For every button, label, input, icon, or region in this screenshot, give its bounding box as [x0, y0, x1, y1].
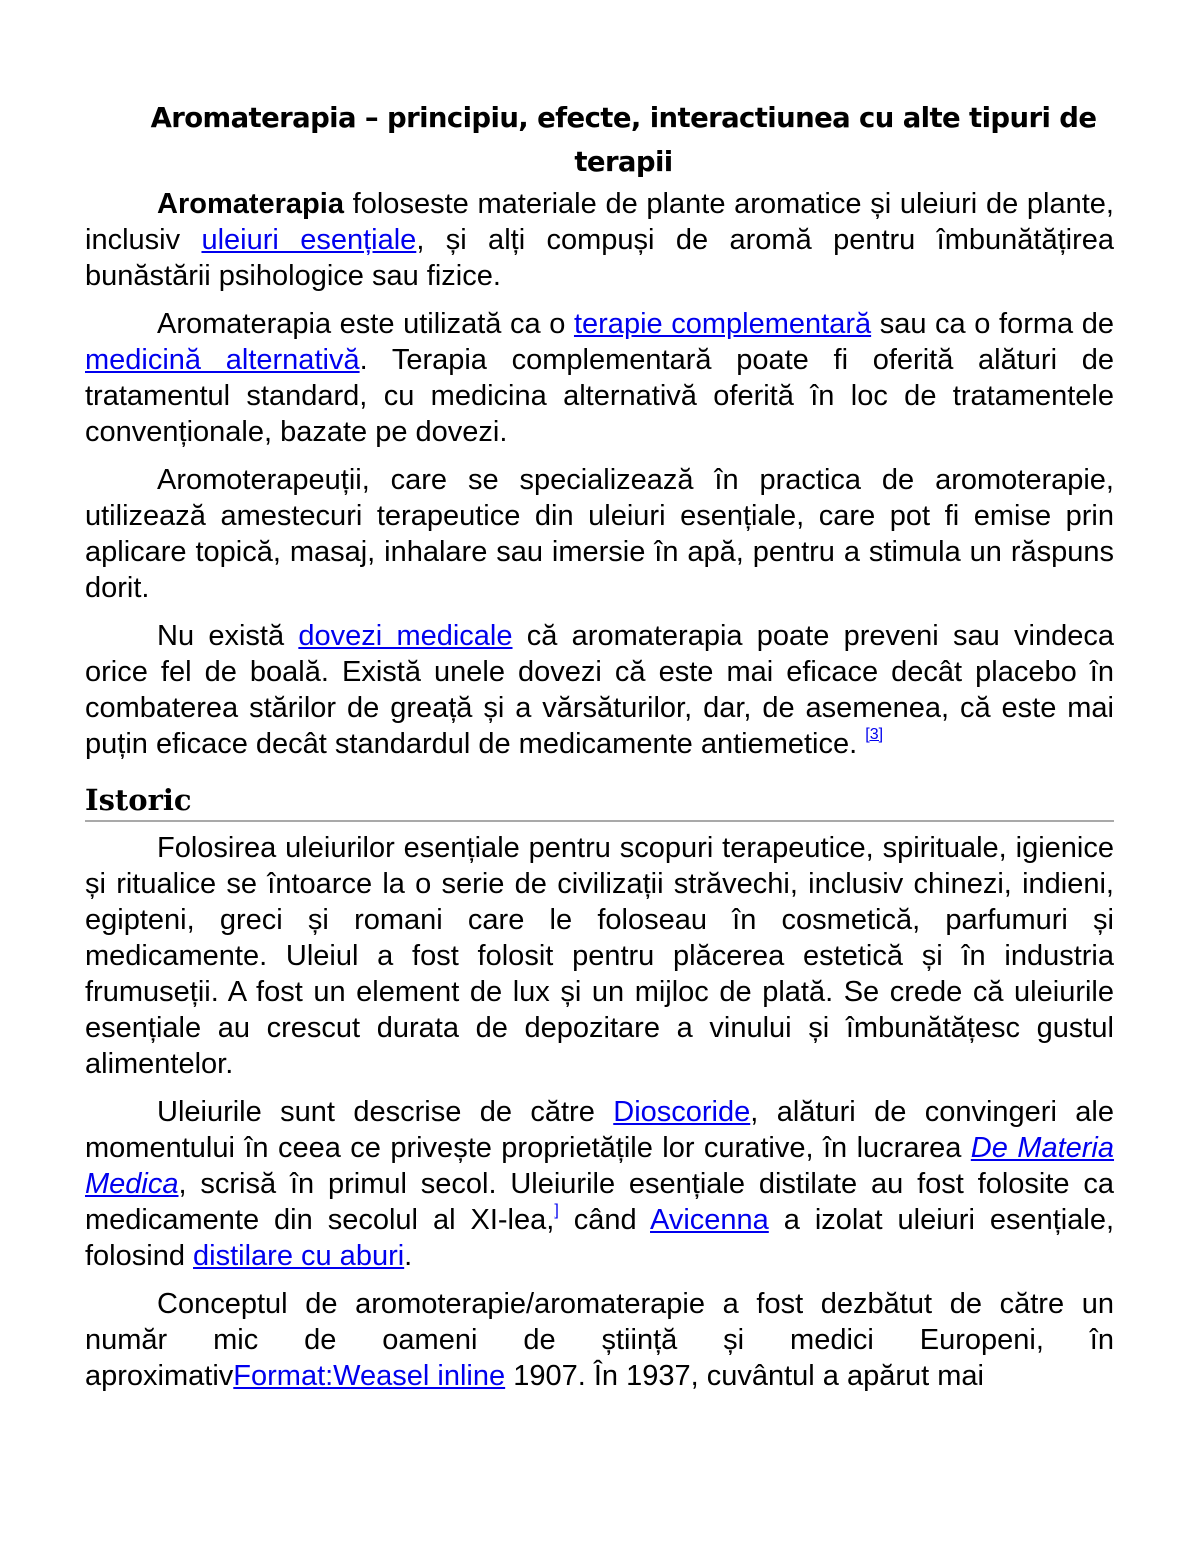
link-format-weasel-inline[interactable]: Format:Weasel inline: [233, 1360, 506, 1392]
text-run: a izolat uleiuri esențiale, folosind: [85, 1204, 1115, 1272]
paragraph-concept: [85, 1286, 1114, 1394]
text-run: Uleiurile sunt descrise de către: [157, 1096, 614, 1128]
section-heading-istoric: Istoric: [85, 780, 1114, 822]
text-run: că aromaterapia poate preveni sau vindeca orice fel de boală. Există unele dovezi că este mai eficace decât placebo în combaterea stărilor de greață și a vărsăturilor, dar, de asemenea, că este mai puțin eficace decât standardul de medicamente antiemetice.: [85, 620, 1114, 760]
link-distilare-cu-aburi[interactable]: distilare cu aburi: [193, 1240, 405, 1272]
text-run: 1907. În 1937, cuvântul a apărut mai: [505, 1360, 984, 1392]
paragraph-usage: [85, 306, 1114, 450]
text-run: . Terapia complementară poate fi oferită alături de tratamentul standard, cu medicina alternativă oferită în loc de tratamentele convenționale, bazate pe dovezi.: [85, 344, 1114, 448]
text-run: , alături de convingeri ale momentului în ceea ce privește proprietățile lor curative, în lucrarea: [85, 1096, 1114, 1164]
text-run: .: [404, 1240, 413, 1272]
paragraph-therapists: [85, 462, 1114, 606]
link-dovezi-medicale[interactable]: dovezi medicale: [298, 620, 513, 652]
link-avicenna[interactable]: Avicenna: [650, 1204, 769, 1236]
link-dioscoride[interactable]: Dioscoride: [613, 1096, 751, 1128]
text-run: sau ca o forma de: [871, 308, 1114, 340]
text-run: , și alți compuși de aromă pentru îmbunătățirea bunăstării psihologice sau fizice.: [85, 224, 1115, 292]
text-run: când: [558, 1204, 651, 1236]
bold-term: Aromaterapia: [157, 188, 344, 220]
document-page: [85, 96, 1114, 1406]
paragraph-history: [85, 830, 1114, 1082]
paragraph-dioscoride: [85, 1094, 1114, 1274]
link-de-materia-medica[interactable]: De Materia Medica: [85, 1132, 1115, 1200]
link-terapie-complementara[interactable]: terapie complementară: [573, 308, 872, 340]
text-run: Aromaterapia este utilizată ca o: [157, 308, 574, 340]
text-run: Folosirea uleiurilor esențiale pentru scopuri terapeutice, spirituale, igienice și ritualice se întoarce la o serie de civilizații străvechi, inclusiv chinezi, indieni, egipteni, greci și romani care le foloseau în cosmetică, parfumuri și medicamente. Uleiul a fost folosit pentru plăcerea estetică și în industria frumuseții. A fost un element de lux și un mijloc de plată. Se crede că uleiurile esențiale au crescut durata de depozitare a vinului și îmbunătățesc gustul alimentelor.: [85, 832, 1114, 1080]
text-run: foloseste materiale de plante aromatice și uleiuri de plante, inclusiv: [85, 188, 1114, 256]
paragraph-evidence: [85, 618, 1114, 762]
document-title: Aromaterapia – principiu, efecte, interactiunea cu alte tipuri de terapii: [150, 102, 1097, 178]
reference-link[interactable]: [3]: [865, 726, 884, 743]
paragraph-definition: [85, 186, 1114, 294]
link-medicina-alternativa[interactable]: medicină alternativă: [85, 344, 360, 376]
text-run: Nu există: [157, 620, 299, 652]
reference-link[interactable]: ]: [554, 1202, 559, 1219]
text-run: , scrisă în primul secol. Uleiurile esențiale distilate au fost folosite ca medicamente din secolul al XI-lea,: [85, 1168, 1114, 1236]
text-run: Aromoterapeuții, care se specializează în practica de aromoterapie, utilizează amestecuri terapeutice din uleiuri esențiale, care pot fi emise prin aplicare topică, masaj, inhalare sau imersie în apă, pentru a stimula un răspuns dorit.: [85, 464, 1114, 604]
text-run: Conceptul de aromoterapie/aromaterapie a fost dezbătut de către un număr mic de oameni de știință și medici Europeni, în aproximativ: [85, 1288, 1114, 1392]
link-uleiuri-esentiale[interactable]: uleiuri esențiale: [201, 224, 417, 256]
